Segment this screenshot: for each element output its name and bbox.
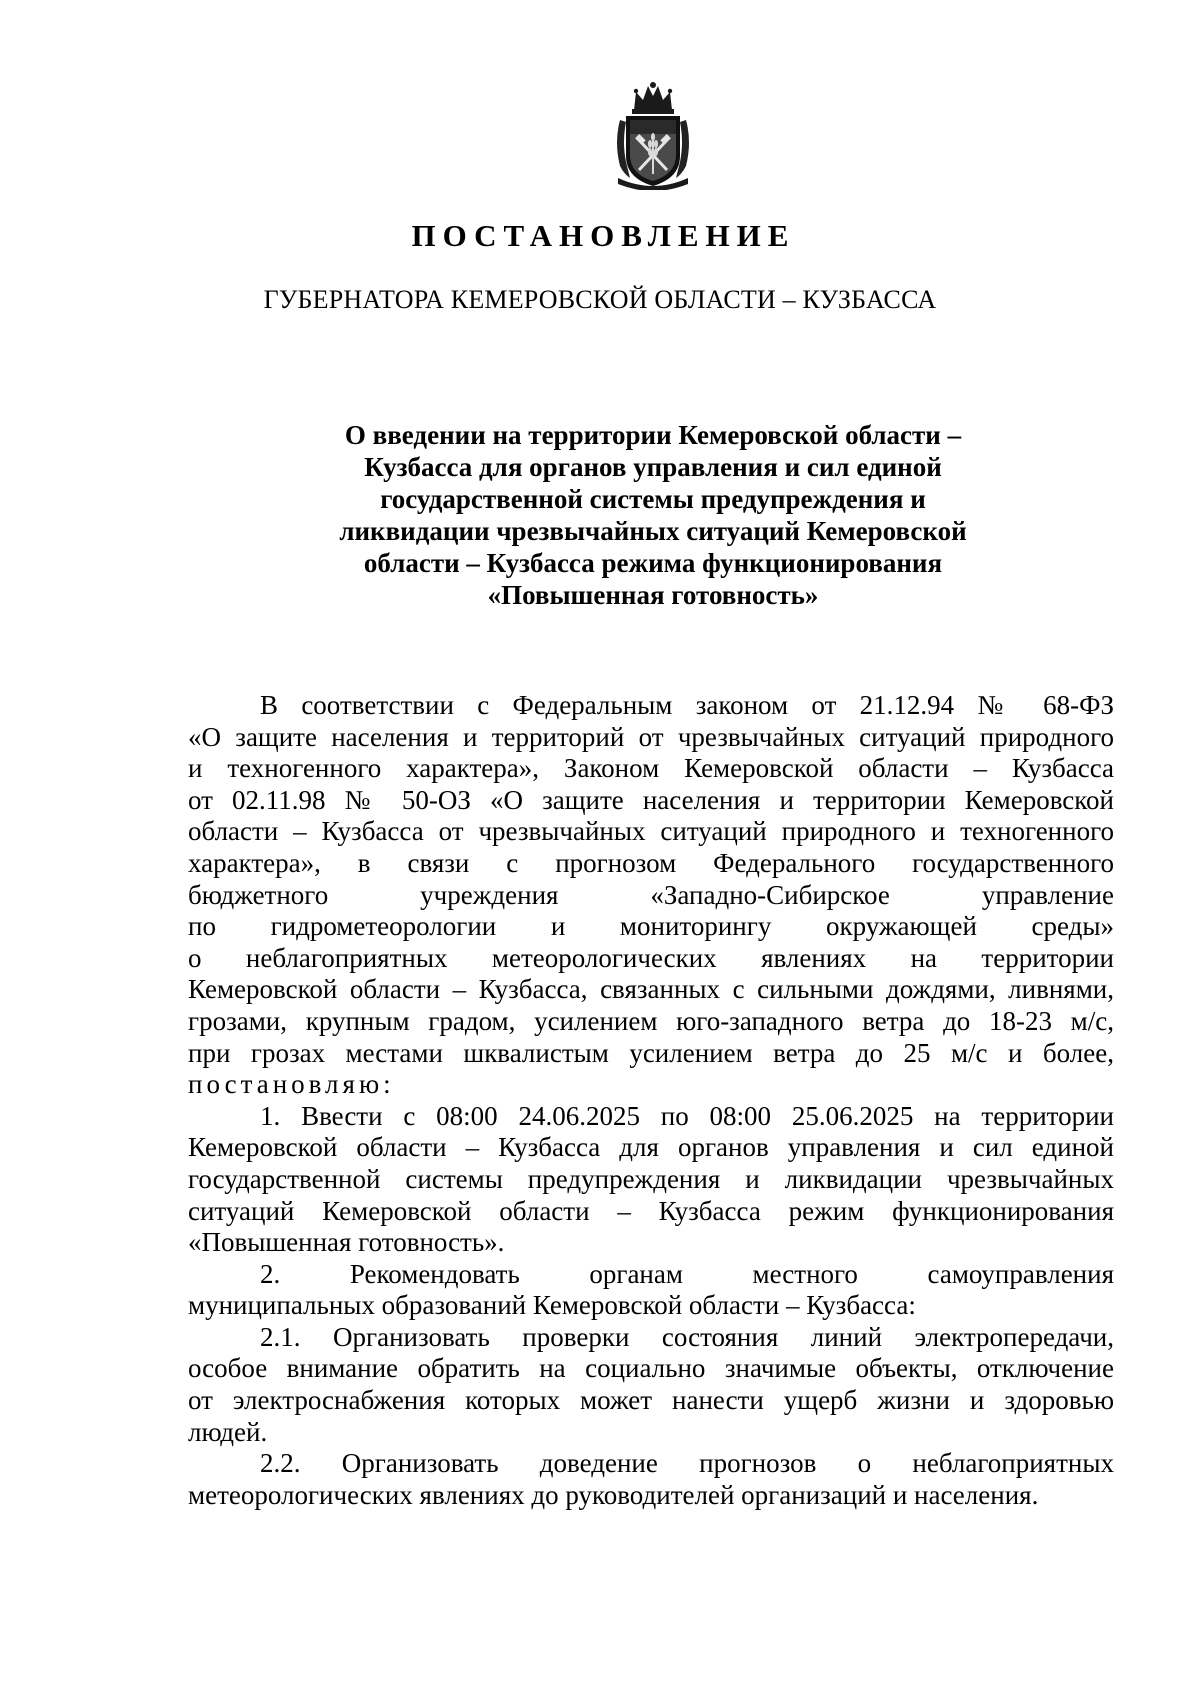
body-line: о неблагоприятных метеорологических явлениях на территории (188, 942, 1114, 973)
body-line: муниципальных образований Кемеровской области – Кузбасса: (188, 1290, 916, 1321)
body-line: ситуаций Кемеровской области – Кузбасса режим функционирования (188, 1195, 1114, 1226)
body-line: 2. Рекомендовать органам местного самоуправления (260, 1258, 1114, 1289)
body-line: 2.1. Организовать проверки состояния линий электропередачи, (260, 1321, 1114, 1352)
coat-of-arms-icon (612, 82, 694, 190)
body-line: бюджетного учреждения «Западно-Сибирское управление (188, 879, 1114, 910)
preamble-paragraph (188, 690, 1114, 1101)
heading-line: О введении на территории Кемеровской области – (344, 420, 962, 450)
body-line: грозами, крупным градом, усилением юго-западного ветра до 18-23 м/с, (188, 1005, 1114, 1036)
body-line: людей. (188, 1416, 268, 1447)
heading-line: «Повышенная готовность» (487, 580, 819, 610)
document-issuer: ГУБЕРНАТОРА КЕМЕРОВСКОЙ ОБЛАСТИ – КУЗБАССА (263, 285, 937, 314)
document-body (188, 690, 1114, 1511)
body-line: области – Кузбасса от чрезвычайных ситуаций природного и техногенного (188, 816, 1114, 847)
body-line: «Повышенная готовность». (188, 1227, 505, 1258)
body-line: Кемеровской области – Кузбасса для органов управления и сил единой (188, 1132, 1114, 1163)
body-line: 2.2. Организовать доведение прогнозов о неблагоприятных (260, 1448, 1114, 1479)
body-line: 1. Ввести с 08:00 24.06.2025 по 08:00 25.06.2025 на территории (260, 1100, 1114, 1131)
body-line: от 02.11.98 № 50-ОЗ «О защите населения и территории Кемеровской (188, 784, 1114, 815)
body-line: особое внимание обратить на социально значимые объекты, отключение (188, 1353, 1114, 1384)
heading-line: Кузбасса для органов управления и сил единой (364, 452, 942, 482)
body-line: Кемеровской области – Кузбасса, связанных с сильными дождями, ливнями, (188, 974, 1114, 1005)
body-line: «О защите населения и территорий от чрезвычайных ситуаций природного (188, 721, 1114, 752)
resolves-line: постановляю: (188, 1069, 395, 1100)
body-line: государственной системы предупреждения и ликвидации чрезвычайных (188, 1163, 1114, 1194)
body-line: при грозах местами шквалистым усилением ветра до 25 м/с и более, (188, 1037, 1114, 1068)
body-line: метеорологических явлениях до руководителей организаций и населения. (188, 1479, 1039, 1510)
document-heading (300, 419, 1006, 611)
item-1 (188, 1101, 1114, 1259)
item-2 (188, 1259, 1114, 1322)
heading-line: государственной системы предупреждения и (380, 484, 926, 514)
item-2-1 (188, 1322, 1114, 1448)
heading-line: области – Кузбасса режима функционирования (363, 548, 943, 578)
body-line: характера», в связи с прогнозом Федерального государственного (188, 847, 1114, 878)
document-title: ПОСТАНОВЛЕНИЕ (411, 218, 796, 253)
heading-line: ликвидации чрезвычайных ситуаций Кемеровской (339, 516, 967, 546)
item-2-2 (188, 1448, 1114, 1511)
body-line: и техногенного характера», Законом Кемеровской области – Кузбасса (188, 753, 1114, 784)
body-line: от электроснабжения которых может нанести ущерб жизни и здоровью (188, 1385, 1114, 1416)
body-line: по гидрометеорологии и мониторингу окружающей среды» (188, 911, 1114, 942)
body-line: В соответствии с Федеральным законом от 21.12.94 № 68-ФЗ (260, 690, 1114, 720)
